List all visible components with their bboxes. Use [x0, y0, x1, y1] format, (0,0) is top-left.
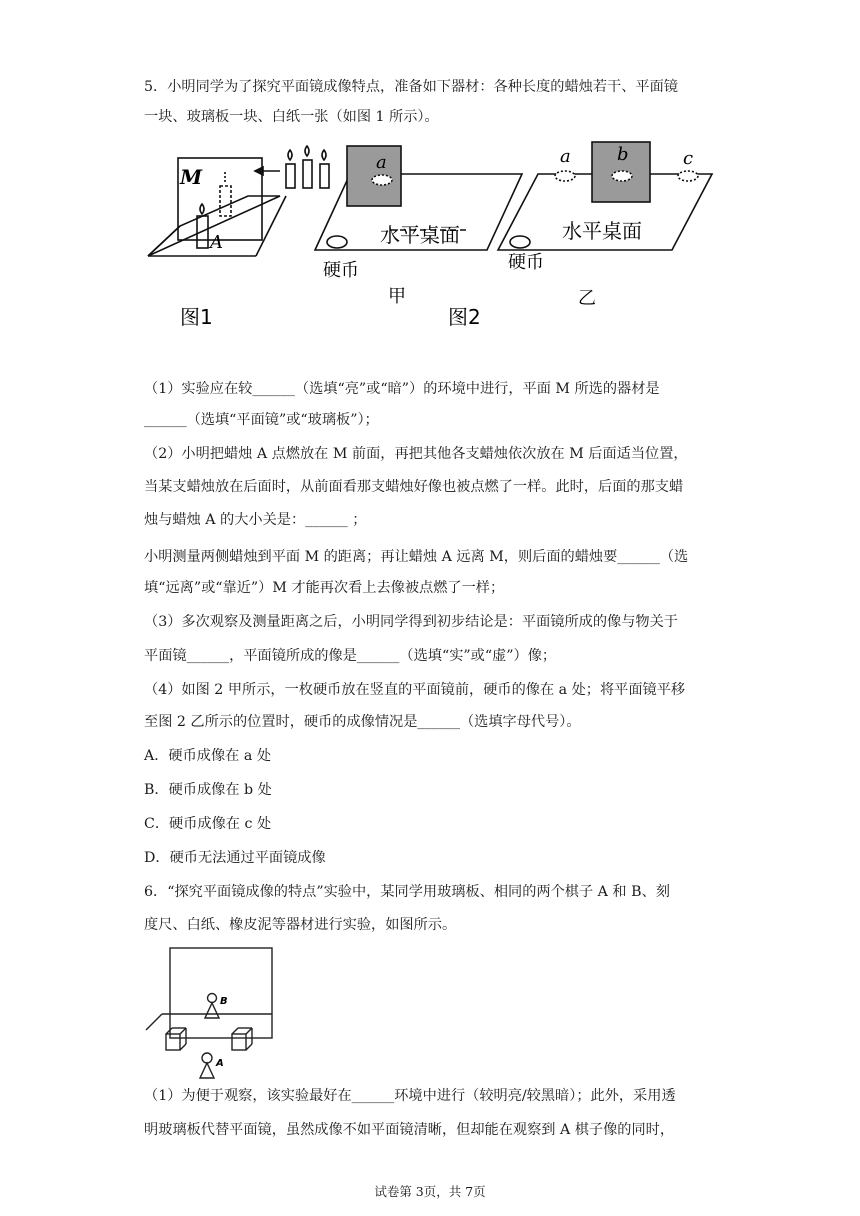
- option-d: D．硬币无法通过平面镜成像: [144, 850, 326, 866]
- figure-q6: [142, 942, 278, 1082]
- q5-line-12: （4）如图 2 甲所示，一枚硬币放在竖直的平面镜前，硬币的像在 a 处；将平面镜平移: [144, 682, 686, 698]
- caption-fig2: 图2: [448, 305, 481, 329]
- coin-label-yi: 硬币: [508, 252, 544, 273]
- caption-fig1: 图1: [180, 305, 213, 329]
- option-a: A．硬币成像在 a 处: [144, 748, 272, 764]
- q5-line-1: 5．小明同学为了探究平面镜成像特点，准备如下器材：各种长度的蜡烛若干、平面镜: [144, 79, 678, 95]
- coin-label-jia: 硬币: [323, 260, 359, 281]
- option-b: B．硬币成像在 b 处: [144, 782, 272, 798]
- q5-line-13: 至图 2 乙所示的位置时，硬币的成像情况是______（选填字母代号）。: [144, 714, 581, 730]
- page-footer: 试卷第 3页，共 7页: [374, 1184, 486, 1199]
- label-a-jia: a: [376, 152, 387, 173]
- q5-line-9: 填“远离”或“靠近”）M 才能再次看上去像被点燃了一样；: [144, 580, 505, 596]
- label-M: M: [180, 165, 203, 189]
- q5-line-4: ______（选填“平面镜”或“玻璃板”）；: [144, 412, 379, 428]
- label-a-yi: a: [560, 146, 571, 167]
- q5-line-10: （3）多次观察及测量距离之后，小明同学得到初步结论是：平面镜所成的像与物关于: [144, 614, 678, 630]
- q6-line-2: 度尺、白纸、橡皮泥等器材进行实验，如图所示。: [144, 917, 457, 933]
- q5-line-8: 小明测量两侧蜡烛到平面 M 的距离；再让蜡烛 A 远离 M，则后面的蜡烛要______（选: [144, 549, 689, 565]
- sub-label-yi: 乙: [578, 288, 596, 309]
- q6-line-1: 6．“探究平面镜成像的特点”实验中，某同学用玻璃板、相同的两个棋子 A 和 B、刻: [144, 884, 670, 900]
- q6-line-4: 明玻璃板代替平面镜，虽然成像不如平面镜清晰，但却能在观察到 A 棋子像的同时，: [144, 1122, 675, 1138]
- figure-1-2: [140, 138, 740, 338]
- option-c: C．硬币成像在 c 处: [144, 816, 272, 832]
- desk-label-yi: 水平桌面: [562, 219, 642, 243]
- label-A: A: [210, 232, 223, 253]
- q5-line-3: （1）实验应在较______（选填“亮”或“暗”）的环境中进行，平面 M 所选的器材是: [144, 381, 660, 397]
- q5-line-2: 一块、玻璃板一块、白纸一张（如图 1 所示）。: [144, 109, 439, 125]
- figure-q6-drawing: [142, 942, 278, 1082]
- label-b-yi: b: [617, 144, 629, 165]
- q5-line-6: 当某支蜡烛放在后面时，从前面看那支蜡烛好像也被点燃了一样。此时，后面的那支蜡: [144, 479, 684, 495]
- label-c-yi: c: [683, 148, 694, 169]
- sub-label-jia: 甲: [388, 286, 406, 307]
- q5-line-11: 平面镜______，平面镜所成的像是______（选填“实”或“虚”）像；: [144, 648, 557, 664]
- q5-line-5: （2）小明把蜡烛 A 点燃放在 M 前面，再把其他各支蜡烛依次放在 M 后面适当位置，: [144, 446, 688, 462]
- q5-line-7: 烛与蜡烛 A 的大小关是：______ ；: [144, 512, 367, 528]
- desk-label-jia: 水平桌面: [380, 223, 460, 247]
- q6-line-3: （1）为便于观察，该实验最好在______环境中进行（较明亮/较黑暗）；此外，采用透: [144, 1088, 676, 1104]
- label-A-q6: A: [216, 1058, 224, 1069]
- figure-1-2-drawing: [140, 138, 740, 338]
- label-B-q6: B: [220, 996, 228, 1007]
